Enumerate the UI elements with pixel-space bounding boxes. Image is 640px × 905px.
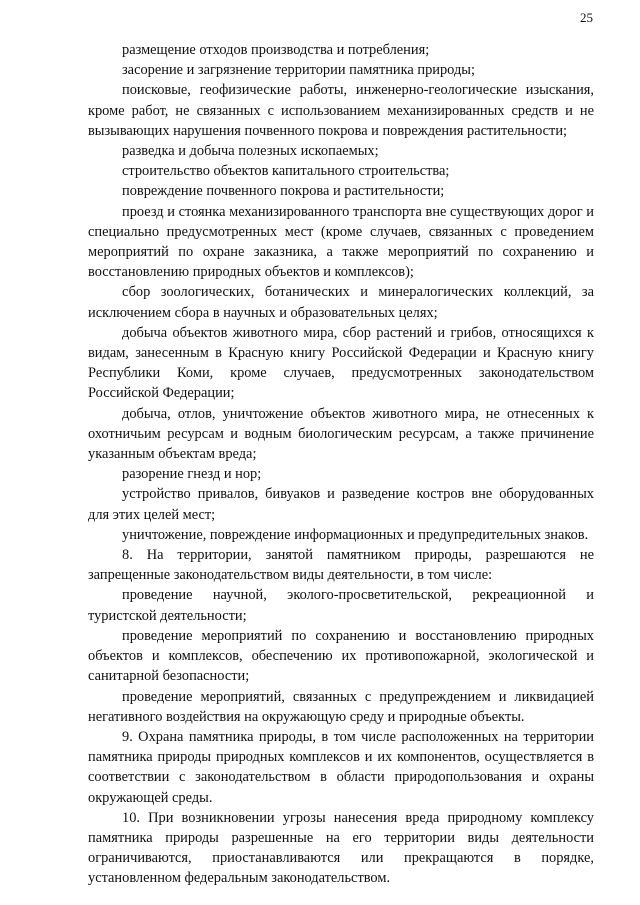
clause-8: 8. На территории, занятой памятником природы, разрешаются не запрещенные законодательством виды деятельности, в том числе: xyxy=(88,547,594,584)
clause-10: 10. При возникновении угрозы нанесения вреда природному комплексу памятника природы разрешенные на его территории виды деятельности ограничиваются, приостанавливаются или прекращаются в порядке, установленном федеральным законодательством. xyxy=(88,809,594,887)
list-item-sign-damage: уничтожение, повреждение информационных и предупредительных знаков. xyxy=(122,526,589,543)
list-item-littering: засорение и загрязнение территории памятника природы; xyxy=(122,62,475,79)
list-item-survey-works: поисковые, геофизические работы, инженерно-геологические изыскания, кроме работ, не связанных с использованием механизированных средств и не вызывающих нарушения почвенного покрова и повреждения растительности; xyxy=(88,82,594,139)
list-item-campfires: устройство привалов, бивуаков и разведение костров вне оборудованных для этих целей мест; xyxy=(88,486,594,523)
list-item-mining: разведка и добыча полезных ископаемых; xyxy=(122,143,379,160)
list-item-conservation-measures: проведение мероприятий по сохранению и восстановлению природных объектов и комплексов, обеспечению их противопожарной, экологической и санитарной безопасности; xyxy=(88,627,594,685)
list-item-collections: сбор зоологических, ботанических и минералогических коллекций, за исключением сбора в научных и образовательных целях; xyxy=(88,284,594,321)
list-item-soil-damage: повреждение почвенного покрова и растительности; xyxy=(122,183,445,200)
page-number: 25 xyxy=(580,10,593,25)
list-item-construction: строительство объектов капитального строительства; xyxy=(122,163,450,180)
document-body xyxy=(88,40,594,889)
list-item-nest-destruction: разорение гнезд и нор; xyxy=(122,466,262,483)
list-item-wildlife-harm: добыча, отлов, уничтожение объектов животного мира, не отнесенных к охотничьим ресурсам и водным биологическим ресурсам, а также причинение указанным объектам вреда; xyxy=(88,405,594,463)
list-item-red-book-species: добыча объектов животного мира, сбор растений и грибов, относящихся к видам, занесенным в Красную книгу Российской Федерации и Красную книгу Республики Коми, кроме случаев, предусмотренных законодательством Российской Федерации; xyxy=(88,324,594,402)
list-item-vehicle-traffic: проезд и стоянка механизированного транспорта вне существующих дорог и специально предусмотренных мест (кроме случаев, связанных с проведением мероприятий по охране заказника, а также мероприятий по сохранению и восстановлению природных объектов и комплексов); xyxy=(88,203,594,281)
clause-9: 9. Охрана памятника природы, в том числе расположенных на территории памятника природы природных комплексов и их компонентов, осуществляется в соответствии с законодательством в области природопользования и охраны окружающей среды. xyxy=(88,728,594,806)
list-item-impact-prevention: проведение мероприятий, связанных с предупреждением и ликвидацией негативного воздействия на окружающую среду и природные объекты. xyxy=(88,688,594,725)
list-item-scientific-activity: проведение научной, эколого-просветительской, рекреационной и туристской деятельности; xyxy=(88,587,594,624)
list-item-waste-disposal: размещение отходов производства и потребления; xyxy=(122,42,430,58)
